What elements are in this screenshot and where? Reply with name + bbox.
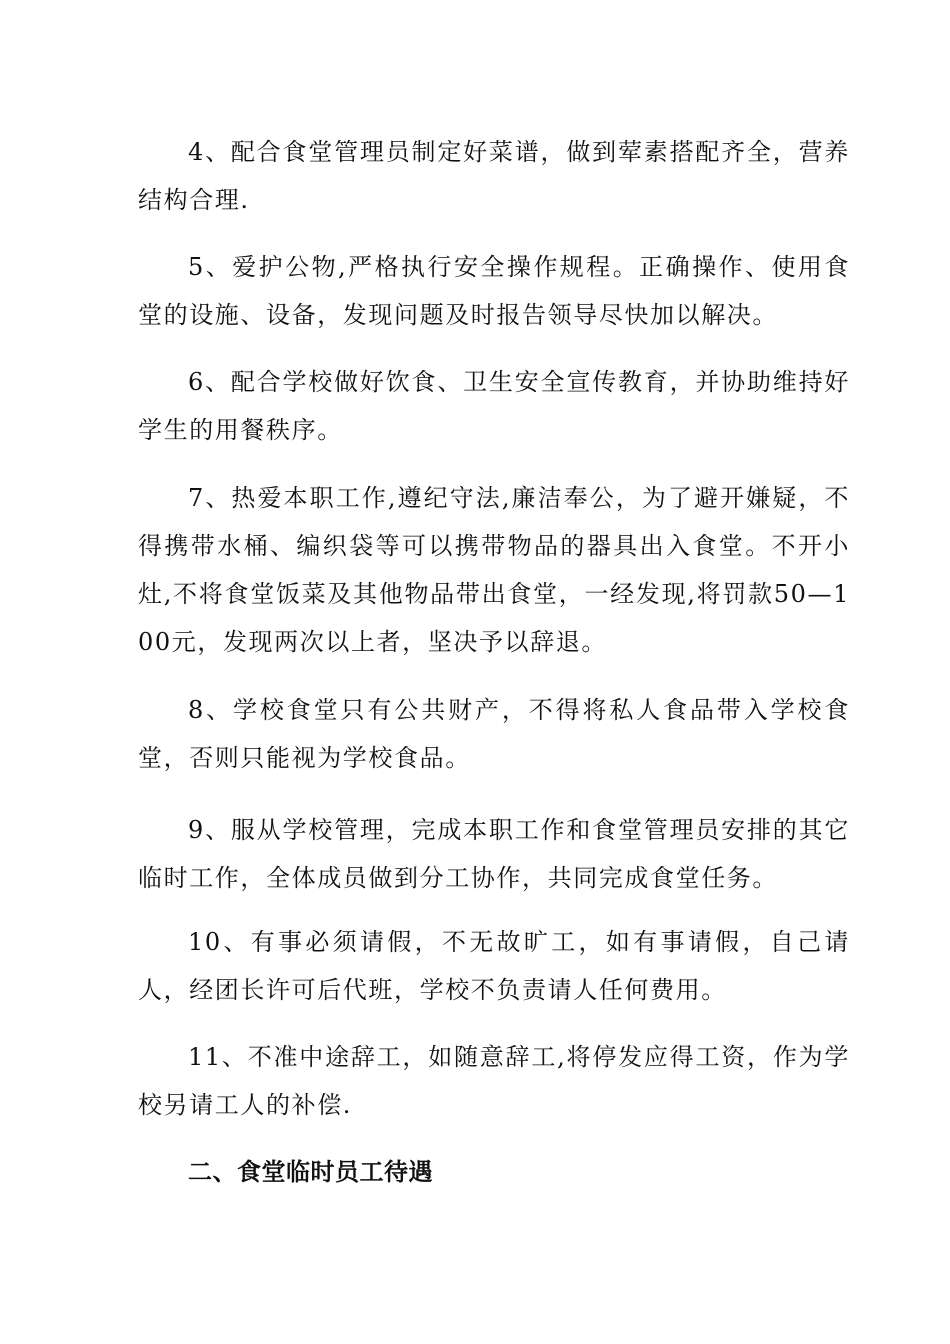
rule-item-10: 10、有事必须请假，不无故旷工，如有事请假，自己请人，经团长许可后代班，学校不负责请人任何费用。 bbox=[138, 928, 850, 1004]
rule-item-7: 7、热爱本职工作,遵纪守法,廉洁奉公，为了避开嫌疑，不得携带水桶、编织袋等可以携带物品的器具出入食堂。不开小灶,不将食堂饭菜及其他物品带出食堂，一经发现,将罚款50—100元，发现两次以上者，坚决予以辞退。 bbox=[138, 484, 850, 656]
rule-item-11: 11、不准中途辞工，如随意辞工,将停发应得工资，作为学校另请工人的补偿. bbox=[138, 1043, 850, 1119]
rule-item-6: 6、配合学校做好饮食、卫生安全宣传教育，并协助维持好学生的用餐秩序。 bbox=[138, 368, 850, 444]
rule-item-9: 9、服从学校管理，完成本职工作和食堂管理员安排的其它临时工作，全体成员做到分工协作，共同完成食堂任务。 bbox=[138, 816, 850, 892]
rule-item-4: 4、配合食堂管理员制定好菜谱，做到荤素搭配齐全，营养结构合理. bbox=[138, 138, 850, 214]
rule-item-8: 8、学校食堂只有公共财产，不得将私人食品带入学校食堂，否则只能视为学校食品。 bbox=[138, 696, 850, 772]
section-heading: 二、食堂临时员工待遇 bbox=[188, 1158, 433, 1186]
rule-item-5: 5、爱护公物,严格执行安全操作规程。正确操作、使用食堂的设施、设备，发现问题及时报告领导尽快加以解决。 bbox=[138, 253, 850, 329]
